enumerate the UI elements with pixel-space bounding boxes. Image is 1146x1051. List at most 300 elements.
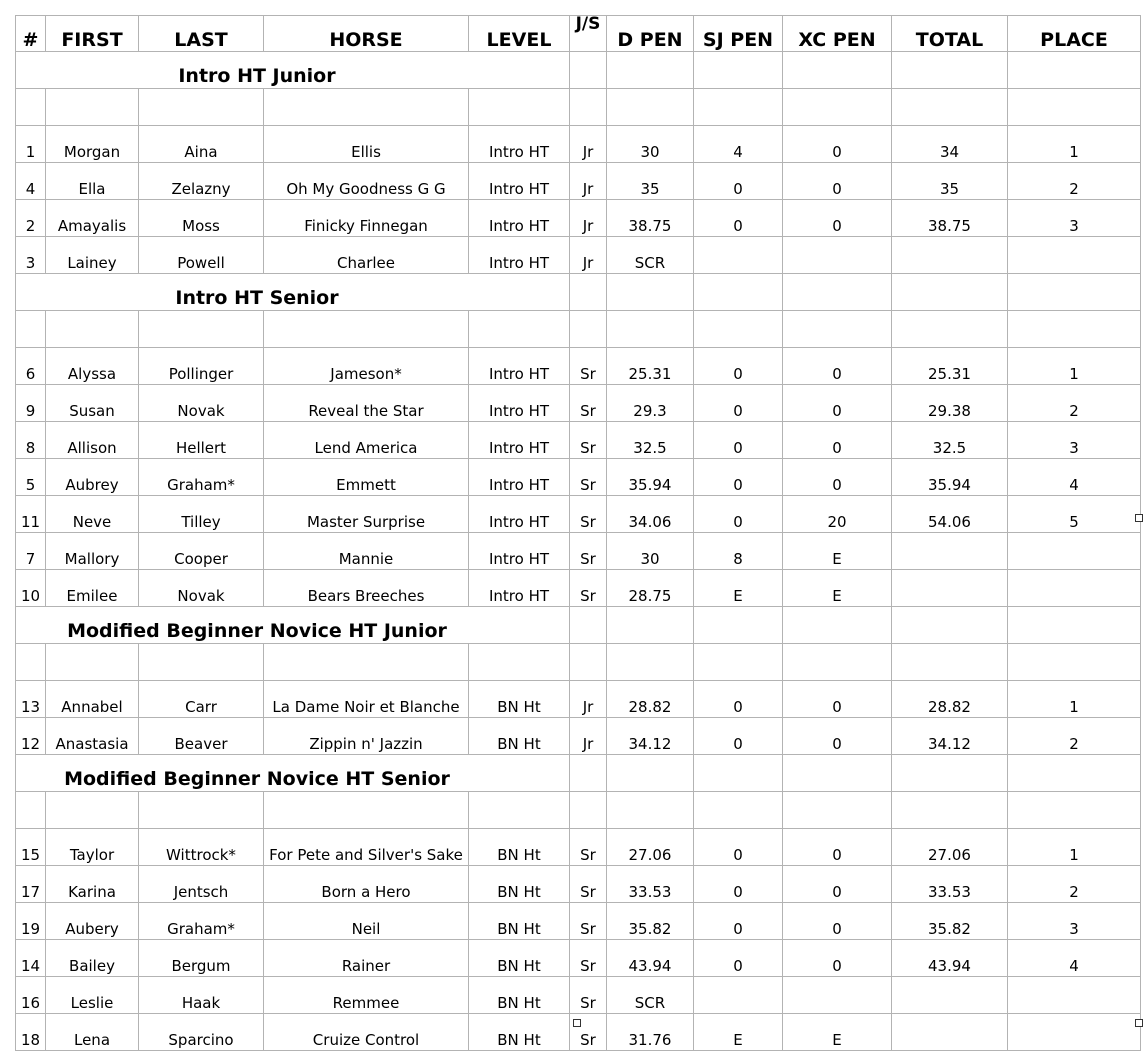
blank-cell <box>694 792 783 829</box>
blank-cell <box>1008 755 1141 792</box>
horse-name-cell: For Pete and Silver's Sake <box>264 829 469 866</box>
division-cell: Sr <box>570 348 607 385</box>
level-cell: BN Ht <box>469 718 570 755</box>
crosscountry-penalty-cell: 0 <box>783 126 892 163</box>
total-cell <box>892 533 1008 570</box>
level-cell: Intro HT <box>469 200 570 237</box>
blank-cell <box>570 792 607 829</box>
section-title: Modified Beginner Novice HT Senior <box>46 755 469 792</box>
blank-cell <box>694 89 783 126</box>
showjump-penalty-cell: 0 <box>694 200 783 237</box>
blank-cell <box>16 607 46 644</box>
blank-cell <box>139 644 264 681</box>
blank-cell <box>1008 607 1141 644</box>
last-name-cell: Hellert <box>139 422 264 459</box>
blank-cell <box>783 274 892 311</box>
showjump-penalty-cell: 0 <box>694 496 783 533</box>
col-header-level: LEVEL <box>469 16 570 52</box>
blank-cell <box>1008 274 1141 311</box>
crosscountry-penalty-cell <box>783 977 892 1014</box>
place-cell: 3 <box>1008 903 1141 940</box>
place-cell: 1 <box>1008 681 1141 718</box>
entry-number-cell: 2 <box>16 200 46 237</box>
horse-name-cell: Oh My Goodness G G <box>264 163 469 200</box>
horse-name-cell: Born a Hero <box>264 866 469 903</box>
dressage-penalty-cell: 34.06 <box>607 496 694 533</box>
dressage-penalty-cell: 30 <box>607 126 694 163</box>
table-row <box>16 829 1141 866</box>
blank-cell <box>570 755 607 792</box>
last-name-cell: Powell <box>139 237 264 274</box>
level-cell: Intro HT <box>469 570 570 607</box>
first-name-cell: Morgan <box>46 126 139 163</box>
first-name-cell: Anastasia <box>46 718 139 755</box>
entry-number-cell: 17 <box>16 866 46 903</box>
blank-cell <box>892 311 1008 348</box>
blank-cell <box>892 274 1008 311</box>
level-cell: BN Ht <box>469 866 570 903</box>
blank-cell <box>783 52 892 89</box>
entry-number-cell: 4 <box>16 163 46 200</box>
level-cell: Intro HT <box>469 459 570 496</box>
horse-name-cell: Cruize Control <box>264 1014 469 1051</box>
blank-cell <box>469 792 570 829</box>
blank-cell <box>570 607 607 644</box>
blank-cell <box>570 52 607 89</box>
showjump-penalty-cell: 0 <box>694 385 783 422</box>
division-cell: Jr <box>570 681 607 718</box>
section-title-row <box>16 607 1141 644</box>
blank-cell <box>264 311 469 348</box>
division-cell: Sr <box>570 866 607 903</box>
crosscountry-penalty-cell: 0 <box>783 200 892 237</box>
horse-name-cell: Emmett <box>264 459 469 496</box>
blank-cell <box>1008 311 1141 348</box>
blank-cell <box>694 274 783 311</box>
blank-cell <box>607 52 694 89</box>
blank-cell <box>694 52 783 89</box>
blank-cell <box>469 89 570 126</box>
spacer-row <box>16 644 1141 681</box>
division-cell: Jr <box>570 237 607 274</box>
division-cell: Sr <box>570 977 607 1014</box>
last-name-cell: Graham* <box>139 459 264 496</box>
header-row <box>16 16 1141 52</box>
horse-name-cell: Rainer <box>264 940 469 977</box>
blank-cell <box>607 644 694 681</box>
col-header-number: # <box>16 16 46 52</box>
level-cell: Intro HT <box>469 237 570 274</box>
place-cell <box>1008 570 1141 607</box>
total-cell: 28.82 <box>892 681 1008 718</box>
crosscountry-penalty-cell: E <box>783 533 892 570</box>
blank-cell <box>694 644 783 681</box>
entry-number-cell: 16 <box>16 977 46 1014</box>
level-cell: BN Ht <box>469 940 570 977</box>
last-name-cell: Carr <box>139 681 264 718</box>
blank-cell <box>46 89 139 126</box>
col-header-last: LAST <box>139 16 264 52</box>
blank-cell <box>783 644 892 681</box>
blank-cell <box>607 792 694 829</box>
blank-cell <box>607 274 694 311</box>
blank-cell <box>16 52 46 89</box>
last-name-cell: Graham* <box>139 903 264 940</box>
first-name-cell: Aubrey <box>46 459 139 496</box>
total-cell: 25.31 <box>892 348 1008 385</box>
showjump-penalty-cell: 8 <box>694 533 783 570</box>
place-cell: 2 <box>1008 163 1141 200</box>
total-cell: 32.5 <box>892 422 1008 459</box>
first-name-cell: Karina <box>46 866 139 903</box>
crosscountry-penalty-cell: E <box>783 1014 892 1051</box>
col-header-sj-pen: SJ PEN <box>694 16 783 52</box>
total-cell <box>892 977 1008 1014</box>
dressage-penalty-cell: SCR <box>607 237 694 274</box>
section-title-row <box>16 274 1141 311</box>
blank-cell <box>570 311 607 348</box>
blank-cell <box>783 311 892 348</box>
horse-name-cell: Zippin n' Jazzin <box>264 718 469 755</box>
dressage-penalty-cell: 43.94 <box>607 940 694 977</box>
spacer-row <box>16 311 1141 348</box>
first-name-cell: Neve <box>46 496 139 533</box>
dressage-penalty-cell: 28.75 <box>607 570 694 607</box>
entry-number-cell: 19 <box>16 903 46 940</box>
last-name-cell: Pollinger <box>139 348 264 385</box>
showjump-penalty-cell: 0 <box>694 681 783 718</box>
place-cell: 1 <box>1008 348 1141 385</box>
level-cell: Intro HT <box>469 163 570 200</box>
dressage-penalty-cell: 35.94 <box>607 459 694 496</box>
spacer-row <box>16 89 1141 126</box>
section-title: Intro HT Senior <box>46 274 469 311</box>
table-resize-handle[interactable] <box>1135 514 1143 522</box>
col-header-js: J/S <box>570 16 607 52</box>
place-cell: 3 <box>1008 200 1141 237</box>
dressage-penalty-cell: 33.53 <box>607 866 694 903</box>
blank-cell <box>1008 52 1141 89</box>
entry-number-cell: 10 <box>16 570 46 607</box>
level-cell: BN Ht <box>469 829 570 866</box>
blank-cell <box>16 644 46 681</box>
first-name-cell: Taylor <box>46 829 139 866</box>
division-cell: Jr <box>570 718 607 755</box>
total-cell: 34 <box>892 126 1008 163</box>
last-name-cell: Sparcino <box>139 1014 264 1051</box>
showjump-penalty-cell: 0 <box>694 940 783 977</box>
place-cell: 3 <box>1008 422 1141 459</box>
table-row <box>16 422 1141 459</box>
showjump-penalty-cell <box>694 977 783 1014</box>
entry-number-cell: 18 <box>16 1014 46 1051</box>
dressage-penalty-cell: 25.31 <box>607 348 694 385</box>
horse-name-cell: Jameson* <box>264 348 469 385</box>
showjump-penalty-cell: 0 <box>694 866 783 903</box>
first-name-cell: Amayalis <box>46 200 139 237</box>
blank-cell <box>783 792 892 829</box>
crosscountry-penalty-cell: 0 <box>783 829 892 866</box>
blank-cell <box>570 644 607 681</box>
table-row <box>16 866 1141 903</box>
table-row <box>16 459 1141 496</box>
table-row <box>16 348 1141 385</box>
division-cell: Sr <box>570 385 607 422</box>
blank-cell <box>46 644 139 681</box>
first-name-cell: Emilee <box>46 570 139 607</box>
table-row <box>16 385 1141 422</box>
table-row <box>16 718 1141 755</box>
total-cell: 33.53 <box>892 866 1008 903</box>
crosscountry-penalty-cell: 0 <box>783 422 892 459</box>
entry-number-cell: 3 <box>16 237 46 274</box>
blank-cell <box>892 792 1008 829</box>
showjump-penalty-cell: 4 <box>694 126 783 163</box>
level-cell: BN Ht <box>469 681 570 718</box>
first-name-cell: Bailey <box>46 940 139 977</box>
blank-cell <box>16 274 46 311</box>
table-row <box>16 533 1141 570</box>
blank-cell <box>1008 644 1141 681</box>
place-cell <box>1008 977 1141 1014</box>
table-row <box>16 126 1141 163</box>
first-name-cell: Allison <box>46 422 139 459</box>
blank-cell <box>469 755 570 792</box>
total-cell: 27.06 <box>892 829 1008 866</box>
entry-number-cell: 5 <box>16 459 46 496</box>
place-cell: 1 <box>1008 829 1141 866</box>
last-name-cell: Aina <box>139 126 264 163</box>
dressage-penalty-cell: 32.5 <box>607 422 694 459</box>
entry-number-cell: 14 <box>16 940 46 977</box>
blank-cell <box>892 755 1008 792</box>
division-cell: Sr <box>570 940 607 977</box>
crosscountry-penalty-cell: 0 <box>783 903 892 940</box>
crosscountry-penalty-cell: 0 <box>783 718 892 755</box>
dressage-penalty-cell: 30 <box>607 533 694 570</box>
horse-name-cell: Remmee <box>264 977 469 1014</box>
crosscountry-penalty-cell: 0 <box>783 348 892 385</box>
col-header-place: PLACE <box>1008 16 1141 52</box>
level-cell: Intro HT <box>469 348 570 385</box>
blank-cell <box>892 89 1008 126</box>
place-cell: 4 <box>1008 940 1141 977</box>
division-cell: Jr <box>570 163 607 200</box>
division-cell: Sr <box>570 570 607 607</box>
table-row <box>16 940 1141 977</box>
dressage-penalty-cell: 38.75 <box>607 200 694 237</box>
entry-number-cell: 7 <box>16 533 46 570</box>
blank-cell <box>16 792 46 829</box>
table-row <box>16 977 1141 1014</box>
blank-cell <box>607 89 694 126</box>
section-title-row <box>16 52 1141 89</box>
horse-name-cell: Bears Breeches <box>264 570 469 607</box>
blank-cell <box>469 644 570 681</box>
entry-number-cell: 8 <box>16 422 46 459</box>
showjump-penalty-cell: 0 <box>694 718 783 755</box>
entry-number-cell: 11 <box>16 496 46 533</box>
section-title: Modified Beginner Novice HT Junior <box>46 607 469 644</box>
blank-cell <box>607 607 694 644</box>
first-name-cell: Lainey <box>46 237 139 274</box>
blank-cell <box>570 274 607 311</box>
first-name-cell: Annabel <box>46 681 139 718</box>
crosscountry-penalty-cell: 0 <box>783 385 892 422</box>
blank-cell <box>139 89 264 126</box>
total-cell: 35.82 <box>892 903 1008 940</box>
blank-cell <box>139 311 264 348</box>
first-name-cell: Aubery <box>46 903 139 940</box>
crosscountry-penalty-cell: 0 <box>783 459 892 496</box>
crosscountry-penalty-cell: 0 <box>783 681 892 718</box>
table-row <box>16 163 1141 200</box>
table-row <box>16 200 1141 237</box>
total-cell: 35.94 <box>892 459 1008 496</box>
blank-cell <box>1008 89 1141 126</box>
place-cell: 1 <box>1008 126 1141 163</box>
showjump-penalty-cell: E <box>694 1014 783 1051</box>
entry-number-cell: 9 <box>16 385 46 422</box>
section-title-row <box>16 755 1141 792</box>
blank-cell <box>892 644 1008 681</box>
blank-cell <box>16 89 46 126</box>
table-resize-handle[interactable] <box>573 1019 581 1027</box>
level-cell: Intro HT <box>469 533 570 570</box>
blank-cell <box>469 311 570 348</box>
total-cell <box>892 237 1008 274</box>
horse-name-cell: Finicky Finnegan <box>264 200 469 237</box>
division-cell: Sr <box>570 459 607 496</box>
blank-cell <box>469 52 570 89</box>
blank-cell <box>139 792 264 829</box>
blank-cell <box>16 311 46 348</box>
showjump-penalty-cell <box>694 237 783 274</box>
dressage-penalty-cell: 35 <box>607 163 694 200</box>
blank-cell <box>16 755 46 792</box>
crosscountry-penalty-cell: 0 <box>783 940 892 977</box>
division-cell: Sr <box>570 422 607 459</box>
showjump-penalty-cell: 0 <box>694 348 783 385</box>
blank-cell <box>607 311 694 348</box>
first-name-cell: Lena <box>46 1014 139 1051</box>
showjump-penalty-cell: 0 <box>694 163 783 200</box>
table-resize-handle[interactable] <box>1135 1019 1143 1027</box>
col-header-first: FIRST <box>46 16 139 52</box>
crosscountry-penalty-cell: 0 <box>783 866 892 903</box>
blank-cell <box>694 607 783 644</box>
total-cell <box>892 1014 1008 1051</box>
showjump-penalty-cell: E <box>694 570 783 607</box>
blank-cell <box>694 755 783 792</box>
last-name-cell: Tilley <box>139 496 264 533</box>
first-name-cell: Leslie <box>46 977 139 1014</box>
col-header-horse: HORSE <box>264 16 469 52</box>
total-cell: 34.12 <box>892 718 1008 755</box>
place-cell <box>1008 533 1141 570</box>
table-row <box>16 570 1141 607</box>
last-name-cell: Novak <box>139 385 264 422</box>
place-cell: 2 <box>1008 385 1141 422</box>
level-cell: Intro HT <box>469 496 570 533</box>
last-name-cell: Jentsch <box>139 866 264 903</box>
last-name-cell: Haak <box>139 977 264 1014</box>
division-cell: Jr <box>570 126 607 163</box>
total-cell <box>892 570 1008 607</box>
col-header-d-pen: D PEN <box>607 16 694 52</box>
section-title: Intro HT Junior <box>46 52 469 89</box>
division-cell: Jr <box>570 200 607 237</box>
division-cell: Sr <box>570 1014 607 1051</box>
division-cell: Sr <box>570 496 607 533</box>
level-cell: Intro HT <box>469 126 570 163</box>
place-cell <box>1008 237 1141 274</box>
last-name-cell: Wittrock* <box>139 829 264 866</box>
place-cell: 5 <box>1008 496 1141 533</box>
blank-cell <box>264 792 469 829</box>
horse-name-cell: Reveal the Star <box>264 385 469 422</box>
horse-name-cell: Ellis <box>264 126 469 163</box>
horse-name-cell: Mannie <box>264 533 469 570</box>
first-name-cell: Mallory <box>46 533 139 570</box>
table-row <box>16 496 1141 533</box>
level-cell: BN Ht <box>469 903 570 940</box>
crosscountry-penalty-cell: 0 <box>783 163 892 200</box>
showjump-penalty-cell: 0 <box>694 459 783 496</box>
blank-cell <box>783 755 892 792</box>
blank-cell <box>607 755 694 792</box>
entry-number-cell: 13 <box>16 681 46 718</box>
blank-cell <box>264 644 469 681</box>
blank-cell <box>469 607 570 644</box>
place-cell: 2 <box>1008 718 1141 755</box>
showjump-penalty-cell: 0 <box>694 422 783 459</box>
first-name-cell: Alyssa <box>46 348 139 385</box>
horse-name-cell: La Dame Noir et Blanche <box>264 681 469 718</box>
entry-number-cell: 1 <box>16 126 46 163</box>
blank-cell <box>783 607 892 644</box>
blank-cell <box>892 52 1008 89</box>
dressage-penalty-cell: 27.06 <box>607 829 694 866</box>
division-cell: Sr <box>570 829 607 866</box>
entry-number-cell: 12 <box>16 718 46 755</box>
blank-cell <box>46 792 139 829</box>
blank-cell <box>694 311 783 348</box>
blank-cell <box>469 274 570 311</box>
total-cell: 54.06 <box>892 496 1008 533</box>
horse-name-cell: Charlee <box>264 237 469 274</box>
entry-number-cell: 6 <box>16 348 46 385</box>
last-name-cell: Moss <box>139 200 264 237</box>
last-name-cell: Beaver <box>139 718 264 755</box>
first-name-cell: Ella <box>46 163 139 200</box>
blank-cell <box>892 607 1008 644</box>
blank-cell <box>570 89 607 126</box>
crosscountry-penalty-cell: E <box>783 570 892 607</box>
division-cell: Sr <box>570 533 607 570</box>
horse-name-cell: Master Surprise <box>264 496 469 533</box>
last-name-cell: Bergum <box>139 940 264 977</box>
showjump-penalty-cell: 0 <box>694 829 783 866</box>
last-name-cell: Novak <box>139 570 264 607</box>
total-cell: 38.75 <box>892 200 1008 237</box>
blank-cell <box>264 89 469 126</box>
dressage-penalty-cell: 28.82 <box>607 681 694 718</box>
horse-name-cell: Neil <box>264 903 469 940</box>
total-cell: 35 <box>892 163 1008 200</box>
first-name-cell: Susan <box>46 385 139 422</box>
crosscountry-penalty-cell: 20 <box>783 496 892 533</box>
